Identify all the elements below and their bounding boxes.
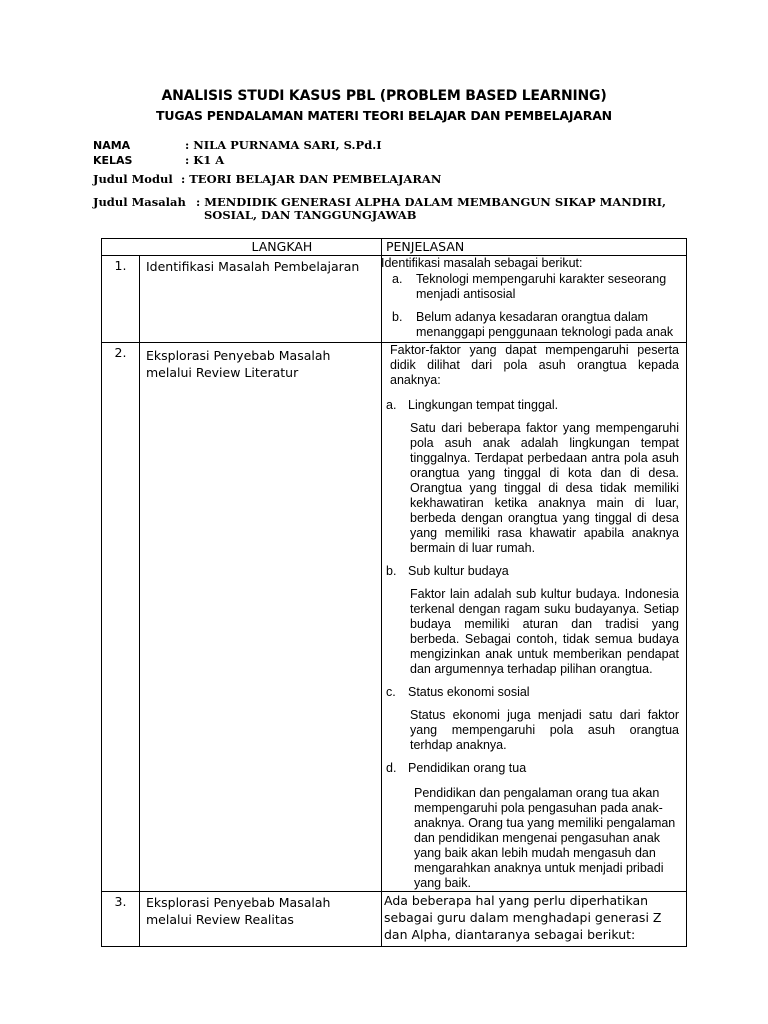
list-item: [384, 685, 683, 700]
table-row: [102, 343, 687, 892]
list-item-text: Status ekonomi juga menjadi satu dari faktor yang mempengaruhi pola asuh orangtua terhdap anaknya.: [410, 708, 679, 752]
explanation-cell: [382, 256, 687, 343]
list-item-heading: Sub kultur budaya: [408, 564, 509, 578]
row-number: 2.: [102, 343, 140, 892]
header-langkah: LANGKAH: [140, 239, 382, 256]
table-row: [102, 892, 687, 947]
list-item-text: Faktor lain adalah sub kultur budaya. Indonesia terkenal dengan ragam suku budayanya. Setiap budaya memiliki aturan dan tradisi yang berbeda. Sebagai contoh, tidak semua budaya mengizinkan anak untuk memberikan pendapat dan argumennya terhadap pilihan orangtua.: [410, 587, 679, 676]
document-title: ANALISIS STUDI KASUS PBL (PROBLEM BASED LEARNING): [161, 88, 607, 104]
step-label: Identifikasi Masalah Pembelajaran: [140, 256, 382, 343]
list-marker: a.: [386, 398, 397, 412]
masalah-label: Judul Masalah: [93, 195, 186, 209]
header-penjelasan: PENJELASAN: [382, 239, 687, 256]
list-item-heading: Lingkungan tempat tinggal.: [408, 398, 559, 412]
table-row: [102, 256, 687, 343]
list-item-text: Satu dari beberapa faktor yang mempengaruhi pola asuh anak adalah lingkungan tempat tinggalnya. Terdapat perbedaan antra pola asuh orangtua yang tinggal di kota dan di desa. Orangtua yang tinggal di desa tidak memiliki kekhawatiran ketika anaknya main di luar, berbeda dengan orangtua yang tinggal di desa yang memiliki rasa khawatir apabila anaknya bermain di luar rumah.: [410, 421, 679, 555]
list-marker: b.: [392, 310, 403, 324]
nama-label: NAMA: [93, 139, 131, 152]
kelas-value: : K1 A: [185, 153, 225, 167]
list-item: [384, 272, 683, 302]
modul-label: Judul Modul: [93, 172, 173, 186]
explanation-intro: Faktor-faktor yang dapat mempengaruhi peserta didik dilihat dari pola asuh orangtua kepada anaknya:: [390, 343, 679, 387]
masalah-value-line1: : MENDIDIK GENERASI ALPHA DALAM MEMBANGUN SIKAP MANDIRI,: [196, 195, 667, 209]
explanation-cell: [382, 343, 687, 892]
pbl-analysis-table: [101, 238, 687, 947]
modul-value: : TEORI BELAJAR DAN PEMBELAJARAN: [181, 172, 442, 186]
list-item: [384, 564, 683, 579]
list-item-text: Belum adanya kesadaran orangtua dalam menanggapi penggunaan teknologi pada anak: [416, 310, 674, 339]
list-marker: c.: [386, 685, 396, 699]
list-item: [384, 310, 683, 339]
list-item-heading: Status ekonomi sosial: [408, 685, 530, 699]
list-marker: d.: [386, 761, 397, 775]
list-item-text: Teknologi mempengaruhi karakter seseorang menjadi antisosial: [416, 272, 667, 301]
list-marker: a.: [392, 272, 403, 286]
list-item: [384, 761, 683, 776]
row-number: 3.: [102, 892, 140, 947]
explanation-intro: Ada beberapa hal yang perlu diperhatikan sebagai guru dalam menghadapi generasi Z dan Alpha, diantaranya sebagai berikut:: [382, 892, 687, 947]
step-label: Eksplorasi Penyebab Masalah melalui Review Realitas: [140, 892, 382, 947]
masalah-value-line2: SOSIAL, DAN TANGGUNGJAWAB: [204, 208, 417, 222]
document-subtitle: TUGAS PENDALAMAN MATERI TEORI BELAJAR DAN PEMBELAJARAN: [156, 108, 612, 123]
kelas-label: KELAS: [93, 154, 133, 167]
explanation-intro: Identifikasi masalah sebagai berikut:: [381, 256, 583, 270]
list-item-heading: Pendidikan orang tua: [408, 761, 527, 775]
table-header-row: [102, 239, 687, 256]
row-number: 1.: [102, 256, 140, 343]
nama-value: : NILA PURNAMA SARI, S.Pd.I: [185, 138, 382, 152]
list-item-text: Pendidikan dan pengalaman orang tua akan mempengaruhi pola pengasuhan pada anak-anaknya. Orang tua yang memiliki pengalaman dan pendidikan mengenai pengasuhan anak yang baik akan lebih mudah mengasuh dan mengarahkan anaknya untuk menjadi pribadi yang baik.: [414, 786, 676, 890]
list-marker: b.: [386, 564, 397, 578]
step-label: Eksplorasi Penyebab Masalah melalui Review Literatur: [140, 343, 382, 892]
list-item: [384, 398, 683, 413]
